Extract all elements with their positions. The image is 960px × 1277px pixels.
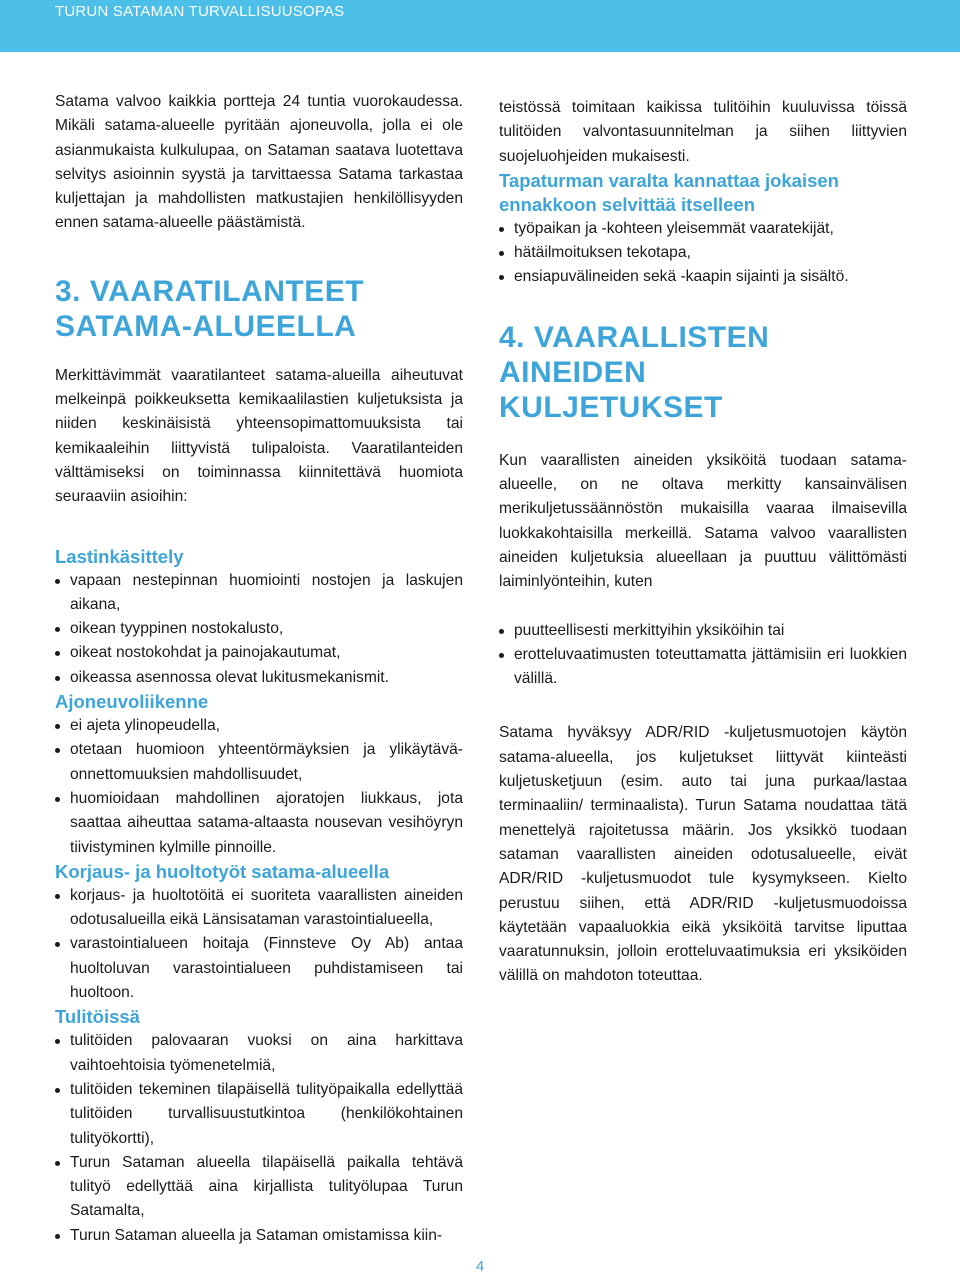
korjaus-heading: Korjaus- ja huoltotyöt satama-alueella xyxy=(55,860,390,882)
section-4-paragraph: Kun vaarallisten aineiden yksiköitä tuodaan satama-alueelle, on ne oltava merkitty kansainvälisen merikuljetussäännöstön mukaisilla vaaraa ilmaisevilla luokkakohtaisilla merkeillä. Satama valvoo vaarallisten aineiden kuljetuksia alueellaan ja puuttuu välittömästi laiminlyönteihin, kuten xyxy=(499,451,907,591)
section-3-heading-line2: SATAMA-ALUEELLA xyxy=(55,309,357,343)
list-item: otetaan huomioon yhteentörmäyksien ja ylikäytäväonnettomuuksien mahdollisuudet, xyxy=(55,738,463,787)
lastinkasittely-heading: Lastinkäsittely xyxy=(55,545,184,567)
bullet-icon xyxy=(55,676,60,681)
bullet-icon xyxy=(499,227,504,232)
tulitoissa-list xyxy=(55,1029,463,1248)
list-item: puutteellisesti merkittyihin yksiköihin tai xyxy=(499,619,907,643)
bullet-icon xyxy=(499,275,504,280)
list-item: huomioidaan mahdollinen ajoratojen liukkaus, jota saattaa aiheuttaa satama-altaasta nousevan vesihöyryn tiivistyminen kylmille pinnoille. xyxy=(55,787,463,860)
list-item: hätäilmoituksen tekotapa, xyxy=(499,241,907,265)
bullet-icon xyxy=(55,1039,60,1044)
list-item: vapaan nestepinnan huomiointi nostojen ja laskujen aikana, xyxy=(55,569,463,618)
bullet-icon xyxy=(55,894,60,899)
section-3-heading-line1: 3. VAARATILANTEET xyxy=(55,274,365,308)
header-bar xyxy=(0,0,960,52)
right-column xyxy=(499,96,907,989)
ajoneuvoliikenne-heading: Ajoneuvoliikenne xyxy=(55,691,209,713)
page-number: 4 xyxy=(475,1258,485,1275)
bullet-icon xyxy=(55,797,60,802)
list-item: korjaus- ja huoltotöitä ei suoriteta vaarallisten aineiden odotusalueilla eikä Länsisataman varastointialueella, xyxy=(55,884,463,933)
header-title: TURUN SATAMAN TURVALLISUUSOPAS xyxy=(55,3,345,20)
bullet-icon xyxy=(55,651,60,656)
section-4-list xyxy=(499,619,907,692)
bullet-icon xyxy=(55,627,60,632)
bullet-icon xyxy=(55,1234,60,1239)
lastinkasittely-list xyxy=(55,569,463,690)
left-column xyxy=(55,90,463,1248)
tapaturma-list xyxy=(499,217,907,290)
bullet-icon xyxy=(55,724,60,729)
list-item: tulitöiden tekeminen tilapäisellä tulityöpaikalla edellyttää tulitöiden turvallisuustutkintoa (henkilökohtainen tulityökortti), xyxy=(55,1078,463,1151)
list-item: oikean tyyppinen nostokalusto, xyxy=(55,617,463,641)
section-3-heading xyxy=(55,274,463,344)
bullet-icon xyxy=(55,579,60,584)
list-item: työpaikan ja -kohteen yleisemmät vaaratekijät, xyxy=(499,217,907,241)
list-item: Turun Sataman alueella ja Sataman omistamissa kiin- xyxy=(55,1224,463,1248)
bullet-icon xyxy=(55,748,60,753)
tapaturma-heading: Tapaturman varalta kannattaa jokaisen ennakkoon selvittää itselleen xyxy=(499,169,839,215)
list-item: ensiapuvälineiden sekä -kaapin sijainti ja sisältö. xyxy=(499,265,907,289)
section-4-heading-line1: 4. VAARALLISTEN AINEIDEN xyxy=(499,320,770,389)
section-4-heading-line2: KULJETUKSET xyxy=(499,390,723,424)
bullet-icon xyxy=(55,1088,60,1093)
section-4-heading xyxy=(499,320,907,425)
korjaus-list xyxy=(55,884,463,1005)
list-item: varastointialueen hoitaja (Finnsteve Oy Ab) antaa huoltoluvan varastointialueen puhdistamiseen tai huoltoon. xyxy=(55,932,463,1005)
bullet-icon xyxy=(499,251,504,256)
list-item: ei ajeta ylinopeudella, xyxy=(55,714,463,738)
intro-paragraph: Satama valvoo kaikkia portteja 24 tuntia vuorokaudessa. Mikäli satama-alueelle pyritään ajoneuvolla, jolla ei ole asianmukaista kulkulupaa, on Sataman saatava luotettava selvitys asioinnin syystä ja tarvittaessa Satama tarkastaa kuljettajan ja mahdollisten matkustajien henkilöllisyyden ennen satama-alueelle päästämistä. xyxy=(55,93,463,232)
ajoneuvoliikenne-list xyxy=(55,714,463,860)
list-item: oikeat nostokohdat ja painojakautumat, xyxy=(55,641,463,665)
bullet-icon xyxy=(55,942,60,947)
adr-paragraph: Satama hyväksyy ADR/RID -kuljetusmuotojen käytön satama-alueella, jos kuljetukset liittyvät kiinteästi kuljetusketjuun (esim. auto tai juna purkaa/lastaa terminaaliin/ terminaalista). Turun Satama noudattaa tätä menettelyä rajoitetussa määrin. Jos yksikkö tuodaan sataman vaarallisten aineiden odotusalueelle, eivät ADR/RID -kuljetusmuodot tule kysymykseen. Kielto perustuu siihen, että ADR/RID -kuljetusmuodoissa käytetään vapaaluokkia eikä yksiköitä tarvitse liputtaa vaaratunnuksin, jolloin erotteluvaatimuksia eri yksiköiden välillä on mahdoton toteuttaa. xyxy=(499,724,907,985)
list-item: erotteluvaatimusten toteuttamatta jättämisiin eri luokkien välillä. xyxy=(499,643,907,692)
section-3-paragraph: Merkittävimmät vaaratilanteet satama-alueilla aiheutuvat melkeinpä poikkeuksetta kemikaalilastien kuljetuksista ja niiden keskinäisistä yhteensopimattomuuksista tai kemikaaleihin liittyvistä tulipaloista. Vaaratilanteiden välttämiseksi on toiminnassa kiinnitettävä huomiota seuraaviin asioihin: xyxy=(55,366,463,506)
bullet-icon xyxy=(499,629,504,634)
tulitoissa-heading: Tulitöissä xyxy=(55,1006,140,1028)
list-item: oikeassa asennossa olevat lukitusmekanismit. xyxy=(55,666,463,690)
list-item: Turun Sataman alueella tilapäisellä paikalla tehtävä tulityö edellyttää aina kirjallista tulityölupaa Turun Satamalta, xyxy=(55,1151,463,1224)
continuation-paragraph: teistössä toimitaan kaikissa tulitöihin kuuluvissa töissä tulitöiden valvontasuunnitelman ja siihen liittyvien suojeluohjeiden mukaisesti. xyxy=(499,99,907,165)
list-item: tulitöiden palovaaran vuoksi on aina harkittava vaihtoehtoisia työmenetelmiä, xyxy=(55,1029,463,1078)
bullet-icon xyxy=(499,653,504,658)
bullet-icon xyxy=(55,1161,60,1166)
